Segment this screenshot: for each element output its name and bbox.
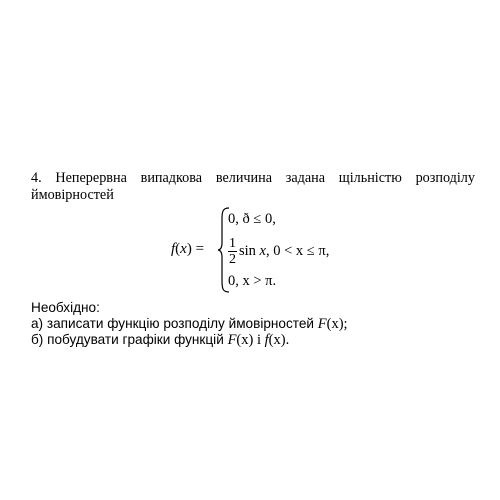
case-third: 0, x > π.: [228, 273, 277, 289]
requirement-b-function-f: f: [264, 332, 269, 348]
fraction-denominator: 2: [229, 252, 236, 267]
requirement-a-text: а) записати функцію розподілу ймовірностей: [31, 316, 314, 331]
requirement-a: [31, 316, 475, 332]
requirements: [31, 300, 475, 348]
requirement-b-text: б) побудувати графіки функцій: [31, 332, 224, 347]
requirement-b-argument-1: (x): [236, 332, 254, 348]
density-formula: [31, 209, 475, 293]
sin-argument: x: [259, 242, 266, 259]
lhs-function: f: [171, 241, 176, 257]
sin-function: sin: [239, 242, 256, 259]
formula-lhs: [171, 241, 204, 258]
lhs-equals: =: [191, 241, 205, 257]
requirement-b-conjunction: і: [253, 332, 265, 348]
problem-block: [31, 170, 475, 348]
requirement-a-function: F: [317, 316, 327, 332]
requirement-a-formula: [318, 316, 348, 332]
fraction-one-half: [228, 236, 237, 267]
requirement-b-formula: [228, 332, 290, 348]
case-second: [228, 236, 329, 267]
case-first: 0, ð ≤ 0,: [228, 211, 276, 227]
lhs-close-paren: ): [186, 241, 192, 257]
requirements-heading: Необхідно:: [31, 300, 100, 315]
lhs-variable: x: [180, 241, 187, 257]
fraction-numerator: 1: [229, 236, 236, 251]
problem-statement: 4. Неперервна випадкова величина задана щільністю розподілу ймовірностей: [31, 170, 475, 203]
requirement-a-argument: (x);: [326, 316, 348, 332]
case-second-condition: , 0 < x ≤ π,: [265, 242, 330, 259]
requirement-b-function-F: F: [227, 332, 237, 348]
lhs-open-paren: (: [175, 241, 181, 257]
requirement-b-argument-2: (x).: [268, 332, 290, 348]
requirement-b: [31, 332, 475, 348]
